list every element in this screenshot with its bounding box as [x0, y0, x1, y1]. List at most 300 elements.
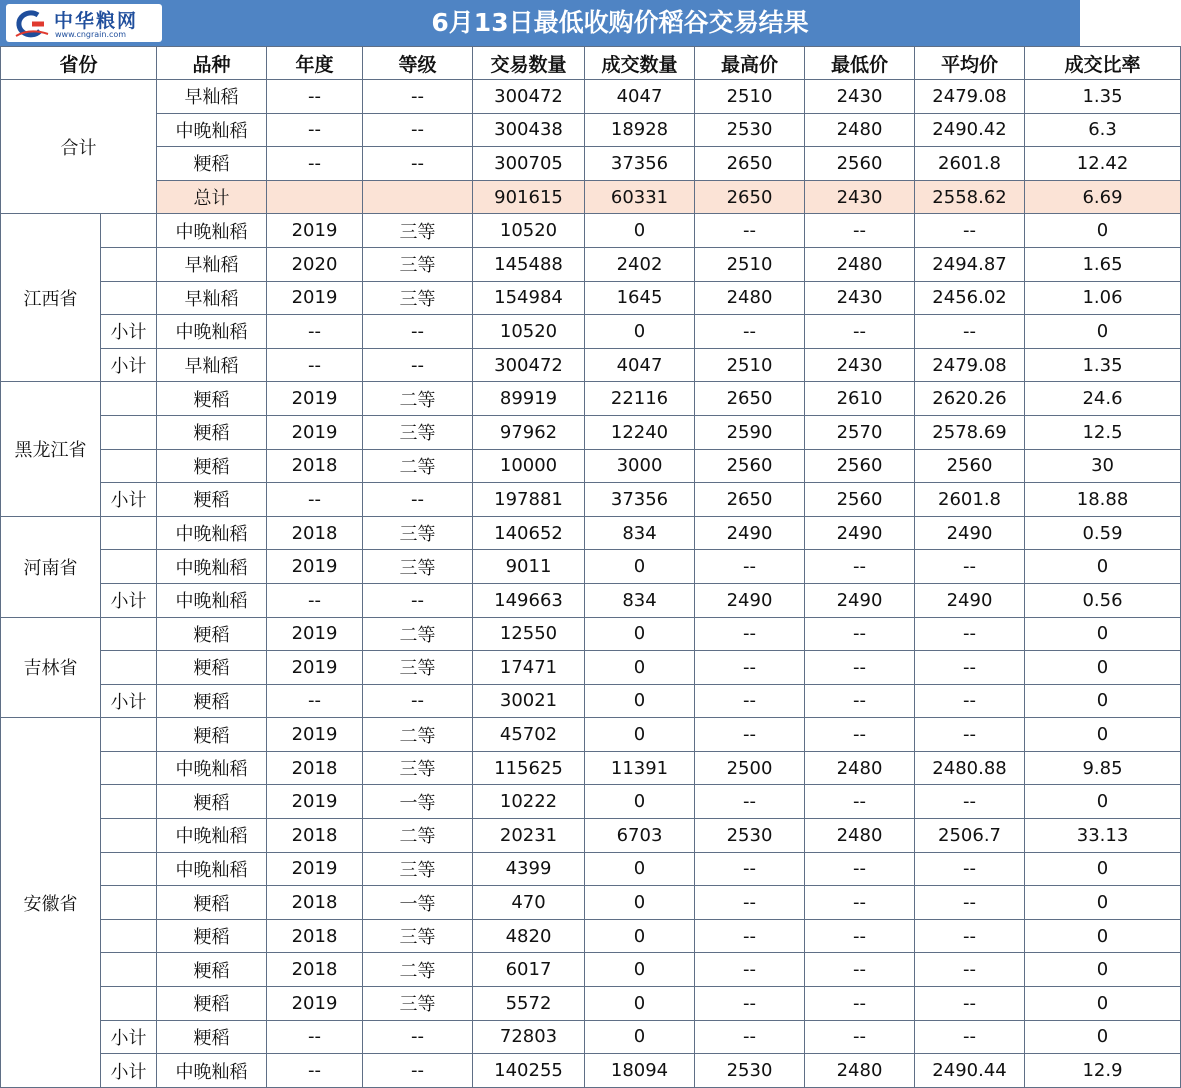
avg-price-cell: --	[915, 987, 1025, 1021]
year-cell	[267, 180, 363, 214]
subtotal-label-cell	[101, 449, 157, 483]
deal-qty-cell: 6703	[585, 819, 695, 853]
subtotal-label-cell	[101, 382, 157, 416]
min-price-cell: --	[805, 214, 915, 248]
trade-qty-cell: 300438	[473, 113, 585, 147]
table-row	[1, 718, 1181, 752]
max-price-cell: 2560	[695, 449, 805, 483]
ratio-cell: 30	[1025, 449, 1181, 483]
min-price-cell: 2570	[805, 415, 915, 449]
avg-price-cell: --	[915, 718, 1025, 752]
deal-qty-cell: 11391	[585, 751, 695, 785]
deal-qty-cell: 37356	[585, 483, 695, 517]
year-cell: 2019	[267, 718, 363, 752]
subtotal-label-cell	[101, 819, 157, 853]
deal-qty-cell: 0	[585, 550, 695, 584]
variety-cell: 中晚籼稻	[157, 516, 267, 550]
year-cell: 2018	[267, 953, 363, 987]
ratio-cell: 1.35	[1025, 348, 1181, 382]
results-table	[0, 46, 1181, 1088]
trade-qty-cell: 10520	[473, 214, 585, 248]
trade-qty-cell: 197881	[473, 483, 585, 517]
avg-price-cell: 2620.26	[915, 382, 1025, 416]
province-cell: 合计	[1, 80, 157, 214]
variety-cell: 中晚籼稻	[157, 113, 267, 147]
subtotal-label-cell	[101, 852, 157, 886]
variety-cell: 中晚籼稻	[157, 819, 267, 853]
avg-price-cell: 2601.8	[915, 483, 1025, 517]
variety-cell: 粳稻	[157, 651, 267, 685]
grade-cell: --	[363, 483, 473, 517]
min-price-cell: 2430	[805, 80, 915, 114]
subtotal-label-cell	[101, 785, 157, 819]
grade-cell: 三等	[363, 214, 473, 248]
trade-qty-cell: 4399	[473, 852, 585, 886]
ratio-cell: 6.3	[1025, 113, 1181, 147]
subtotal-label-cell: 小计	[101, 583, 157, 617]
grade-cell: 三等	[363, 247, 473, 281]
year-cell: 2019	[267, 214, 363, 248]
variety-cell: 中晚籼稻	[157, 315, 267, 349]
variety-cell: 早籼稻	[157, 348, 267, 382]
subtotal-label-cell: 小计	[101, 1020, 157, 1054]
min-price-cell: 2480	[805, 1054, 915, 1088]
avg-price-cell: --	[915, 953, 1025, 987]
avg-price-cell: 2490	[915, 516, 1025, 550]
page-title: 6月13日最低收购价稻谷交易结果	[431, 8, 809, 37]
deal-qty-cell: 0	[585, 315, 695, 349]
min-price-cell: 2560	[805, 147, 915, 181]
max-price-cell: --	[695, 315, 805, 349]
variety-cell: 早籼稻	[157, 247, 267, 281]
grade-cell: --	[363, 147, 473, 181]
year-cell: 2020	[267, 247, 363, 281]
trade-qty-cell: 470	[473, 886, 585, 920]
title-bar	[0, 0, 1080, 46]
table-row	[1, 953, 1181, 987]
max-price-cell: --	[695, 214, 805, 248]
province-cell: 黑龙江省	[1, 382, 101, 516]
avg-price-cell: --	[915, 919, 1025, 953]
year-cell: 2019	[267, 415, 363, 449]
max-price-cell: --	[695, 953, 805, 987]
trade-qty-cell: 901615	[473, 180, 585, 214]
variety-cell: 粳稻	[157, 886, 267, 920]
deal-qty-cell: 4047	[585, 348, 695, 382]
deal-qty-cell: 60331	[585, 180, 695, 214]
deal-qty-cell: 0	[585, 987, 695, 1021]
deal-qty-cell: 0	[585, 718, 695, 752]
table-row	[1, 617, 1181, 651]
trade-qty-cell: 140255	[473, 1054, 585, 1088]
max-price-cell: 2500	[695, 751, 805, 785]
trade-qty-cell: 45702	[473, 718, 585, 752]
ratio-cell: 0.59	[1025, 516, 1181, 550]
table-row	[1, 852, 1181, 886]
deal-qty-cell: 0	[585, 919, 695, 953]
subtotal-row	[1, 583, 1181, 617]
subtotal-label-cell	[101, 617, 157, 651]
grade-cell: 二等	[363, 718, 473, 752]
year-cell: 2018	[267, 886, 363, 920]
year-cell: 2019	[267, 617, 363, 651]
ratio-cell: 18.88	[1025, 483, 1181, 517]
max-price-cell: --	[695, 919, 805, 953]
min-price-cell: 2430	[805, 348, 915, 382]
grade-cell: --	[363, 113, 473, 147]
grade-cell: 二等	[363, 953, 473, 987]
subtotal-label-cell	[101, 751, 157, 785]
year-cell: --	[267, 1020, 363, 1054]
variety-cell: 中晚籼稻	[157, 583, 267, 617]
trade-qty-cell: 17471	[473, 651, 585, 685]
year-cell: 2019	[267, 852, 363, 886]
min-price-cell: --	[805, 1020, 915, 1054]
deal-qty-cell: 4047	[585, 80, 695, 114]
ratio-cell: 0	[1025, 651, 1181, 685]
subtotal-label-cell	[101, 214, 157, 248]
table-row	[1, 987, 1181, 1021]
year-cell: 2019	[267, 651, 363, 685]
trade-qty-cell: 300705	[473, 147, 585, 181]
subtotal-label-cell	[101, 516, 157, 550]
min-price-cell: 2490	[805, 583, 915, 617]
year-cell: 2019	[267, 987, 363, 1021]
variety-cell: 粳稻	[157, 483, 267, 517]
variety-cell: 粳稻	[157, 415, 267, 449]
header-deal-qty: 成交数量	[585, 47, 695, 80]
deal-qty-cell: 0	[585, 684, 695, 718]
deal-qty-cell: 0	[585, 785, 695, 819]
variety-cell: 粳稻	[157, 147, 267, 181]
deal-qty-cell: 18094	[585, 1054, 695, 1088]
grade-cell: 三等	[363, 987, 473, 1021]
max-price-cell: 2510	[695, 80, 805, 114]
grade-cell: --	[363, 583, 473, 617]
year-cell: --	[267, 80, 363, 114]
avg-price-cell: --	[915, 214, 1025, 248]
ratio-cell: 0	[1025, 852, 1181, 886]
header-province: 省份	[1, 47, 157, 80]
min-price-cell: --	[805, 315, 915, 349]
deal-qty-cell: 0	[585, 214, 695, 248]
min-price-cell: 2430	[805, 281, 915, 315]
province-cell: 河南省	[1, 516, 101, 617]
deal-qty-cell: 0	[585, 852, 695, 886]
deal-qty-cell: 0	[585, 953, 695, 987]
min-price-cell: 2480	[805, 751, 915, 785]
table-row	[1, 281, 1181, 315]
trade-qty-cell: 10520	[473, 315, 585, 349]
max-price-cell: --	[695, 785, 805, 819]
avg-price-cell: --	[915, 852, 1025, 886]
max-price-cell: --	[695, 684, 805, 718]
avg-price-cell: --	[915, 651, 1025, 685]
min-price-cell: --	[805, 953, 915, 987]
year-cell: 2019	[267, 785, 363, 819]
trade-qty-cell: 9011	[473, 550, 585, 584]
ratio-cell: 12.42	[1025, 147, 1181, 181]
trade-qty-cell: 12550	[473, 617, 585, 651]
avg-price-cell: --	[915, 617, 1025, 651]
deal-qty-cell: 834	[585, 583, 695, 617]
header-year: 年度	[267, 47, 363, 80]
min-price-cell: 2480	[805, 819, 915, 853]
grade-cell: --	[363, 80, 473, 114]
min-price-cell: 2480	[805, 247, 915, 281]
year-cell: --	[267, 583, 363, 617]
ratio-cell: 9.85	[1025, 751, 1181, 785]
avg-price-cell: 2490	[915, 583, 1025, 617]
year-cell: 2018	[267, 751, 363, 785]
trade-qty-cell: 97962	[473, 415, 585, 449]
subtotal-label-cell	[101, 919, 157, 953]
grade-cell: 三等	[363, 919, 473, 953]
avg-price-cell: --	[915, 785, 1025, 819]
avg-price-cell: 2479.08	[915, 80, 1025, 114]
grade-cell: 一等	[363, 886, 473, 920]
deal-qty-cell: 2402	[585, 247, 695, 281]
subtotal-label-cell	[101, 987, 157, 1021]
grade-cell: 三等	[363, 415, 473, 449]
min-price-cell: --	[805, 987, 915, 1021]
grade-cell: --	[363, 315, 473, 349]
deal-qty-cell: 37356	[585, 147, 695, 181]
year-cell: 2018	[267, 449, 363, 483]
deal-qty-cell: 0	[585, 651, 695, 685]
deal-qty-cell: 1645	[585, 281, 695, 315]
min-price-cell: 2610	[805, 382, 915, 416]
grade-cell: 一等	[363, 785, 473, 819]
max-price-cell: --	[695, 550, 805, 584]
variety-cell: 中晚籼稻	[157, 550, 267, 584]
grade-cell: 三等	[363, 281, 473, 315]
grade-cell: 三等	[363, 852, 473, 886]
avg-price-cell: --	[915, 315, 1025, 349]
trade-qty-cell: 10222	[473, 785, 585, 819]
table-row	[1, 382, 1181, 416]
avg-price-cell: 2456.02	[915, 281, 1025, 315]
header-avg-price: 平均价	[915, 47, 1025, 80]
subtotal-label-cell	[101, 718, 157, 752]
subtotal-label-cell	[101, 281, 157, 315]
trade-qty-cell: 89919	[473, 382, 585, 416]
variety-cell: 早籼稻	[157, 281, 267, 315]
subtotal-label-cell	[101, 953, 157, 987]
header-min-price: 最低价	[805, 47, 915, 80]
avg-price-cell: 2490.42	[915, 113, 1025, 147]
table-row	[1, 651, 1181, 685]
grade-cell: 三等	[363, 550, 473, 584]
variety-cell: 粳稻	[157, 382, 267, 416]
subtotal-label-cell	[101, 247, 157, 281]
avg-price-cell: --	[915, 886, 1025, 920]
subtotal-label-cell: 小计	[101, 315, 157, 349]
logo	[6, 4, 162, 42]
trade-qty-cell: 72803	[473, 1020, 585, 1054]
deal-qty-cell: 0	[585, 617, 695, 651]
variety-cell: 中晚籼稻	[157, 852, 267, 886]
ratio-cell: 0	[1025, 987, 1181, 1021]
table-row	[1, 919, 1181, 953]
variety-cell: 中晚籼稻	[157, 751, 267, 785]
table-row	[1, 449, 1181, 483]
max-price-cell: 2530	[695, 819, 805, 853]
ratio-cell: 0	[1025, 718, 1181, 752]
max-price-cell: 2650	[695, 382, 805, 416]
min-price-cell: 2480	[805, 113, 915, 147]
grade-cell: 二等	[363, 382, 473, 416]
deal-qty-cell: 18928	[585, 113, 695, 147]
max-price-cell: 2650	[695, 483, 805, 517]
logo-mark-icon	[10, 10, 50, 38]
year-cell: --	[267, 315, 363, 349]
trade-qty-cell: 10000	[473, 449, 585, 483]
min-price-cell: --	[805, 684, 915, 718]
subtotal-row	[1, 1054, 1181, 1088]
subtotal-label-cell: 小计	[101, 1054, 157, 1088]
year-cell: 2019	[267, 281, 363, 315]
logo-url: www.cngrain.com	[55, 30, 127, 39]
avg-price-cell: 2601.8	[915, 147, 1025, 181]
subtotal-row	[1, 684, 1181, 718]
ratio-cell: 0	[1025, 953, 1181, 987]
subtotal-row	[1, 1020, 1181, 1054]
min-price-cell: 2490	[805, 516, 915, 550]
variety-cell: 粳稻	[157, 785, 267, 819]
table-body	[1, 80, 1181, 1088]
max-price-cell: --	[695, 718, 805, 752]
ratio-cell: 1.65	[1025, 247, 1181, 281]
ratio-cell: 24.6	[1025, 382, 1181, 416]
subtotal-label-cell	[101, 415, 157, 449]
min-price-cell: --	[805, 919, 915, 953]
max-price-cell: --	[695, 987, 805, 1021]
min-price-cell: --	[805, 718, 915, 752]
ratio-cell: 6.69	[1025, 180, 1181, 214]
trade-qty-cell: 30021	[473, 684, 585, 718]
variety-cell: 粳稻	[157, 617, 267, 651]
year-cell: --	[267, 1054, 363, 1088]
deal-qty-cell: 3000	[585, 449, 695, 483]
variety-cell: 中晚籼稻	[157, 214, 267, 248]
variety-cell: 总计	[157, 180, 267, 214]
avg-price-cell: 2479.08	[915, 348, 1025, 382]
ratio-cell: 0	[1025, 919, 1181, 953]
trade-qty-cell: 5572	[473, 987, 585, 1021]
variety-cell: 粳稻	[157, 449, 267, 483]
subtotal-label-cell	[101, 886, 157, 920]
avg-price-cell: 2506.7	[915, 819, 1025, 853]
logo-name: 中华粮网	[54, 10, 139, 32]
year-cell: --	[267, 147, 363, 181]
ratio-cell: 12.5	[1025, 415, 1181, 449]
header-grade: 等级	[363, 47, 473, 80]
province-cell: 吉林省	[1, 617, 101, 718]
deal-qty-cell: 0	[585, 1020, 695, 1054]
variety-cell: 粳稻	[157, 1020, 267, 1054]
trade-qty-cell: 154984	[473, 281, 585, 315]
ratio-cell: 0	[1025, 684, 1181, 718]
trade-qty-cell: 300472	[473, 80, 585, 114]
deal-qty-cell: 12240	[585, 415, 695, 449]
table-row	[1, 147, 1181, 181]
variety-cell: 粳稻	[157, 718, 267, 752]
header-max-price: 最高价	[695, 47, 805, 80]
header-variety: 品种	[157, 47, 267, 80]
ratio-cell: 1.35	[1025, 80, 1181, 114]
max-price-cell: 2490	[695, 516, 805, 550]
trade-qty-cell: 140652	[473, 516, 585, 550]
max-price-cell: 2480	[695, 281, 805, 315]
table-row	[1, 785, 1181, 819]
trade-qty-cell: 115625	[473, 751, 585, 785]
max-price-cell: 2650	[695, 180, 805, 214]
grade-cell: --	[363, 348, 473, 382]
avg-price-cell: 2480.88	[915, 751, 1025, 785]
year-cell: 2018	[267, 819, 363, 853]
min-price-cell: 2430	[805, 180, 915, 214]
subtotal-label-cell: 小计	[101, 348, 157, 382]
grade-cell: --	[363, 1054, 473, 1088]
deal-qty-cell: 22116	[585, 382, 695, 416]
table-row	[1, 80, 1181, 114]
max-price-cell: 2650	[695, 147, 805, 181]
ratio-cell: 12.9	[1025, 1054, 1181, 1088]
table-row	[1, 415, 1181, 449]
table-row	[1, 886, 1181, 920]
ratio-cell: 0	[1025, 886, 1181, 920]
table-row	[1, 247, 1181, 281]
ratio-cell: 0	[1025, 1020, 1181, 1054]
max-price-cell: --	[695, 651, 805, 685]
table-row	[1, 751, 1181, 785]
subtotal-label-cell: 小计	[101, 483, 157, 517]
ratio-cell: 0	[1025, 617, 1181, 651]
variety-cell: 早籼稻	[157, 80, 267, 114]
max-price-cell: 2510	[695, 247, 805, 281]
min-price-cell: 2560	[805, 483, 915, 517]
subtotal-row	[1, 483, 1181, 517]
grade-cell: --	[363, 1020, 473, 1054]
year-cell: 2019	[267, 382, 363, 416]
year-cell: --	[267, 483, 363, 517]
grade-cell: 二等	[363, 449, 473, 483]
max-price-cell: 2530	[695, 113, 805, 147]
trade-qty-cell: 300472	[473, 348, 585, 382]
header-row	[1, 47, 1181, 80]
ratio-cell: 0	[1025, 214, 1181, 248]
grade-cell: 三等	[363, 516, 473, 550]
avg-price-cell: 2490.44	[915, 1054, 1025, 1088]
year-cell: 2018	[267, 919, 363, 953]
ratio-cell: 0	[1025, 550, 1181, 584]
header-trade-qty: 交易数量	[473, 47, 585, 80]
avg-price-cell: --	[915, 550, 1025, 584]
grade-cell: 二等	[363, 819, 473, 853]
subtotal-row	[1, 315, 1181, 349]
ratio-cell: 0.56	[1025, 583, 1181, 617]
subtotal-row	[1, 348, 1181, 382]
ratio-cell: 1.06	[1025, 281, 1181, 315]
min-price-cell: --	[805, 651, 915, 685]
grade-cell: --	[363, 684, 473, 718]
trade-qty-cell: 6017	[473, 953, 585, 987]
variety-cell: 粳稻	[157, 919, 267, 953]
subtotal-label-cell: 小计	[101, 684, 157, 718]
year-cell: 2019	[267, 550, 363, 584]
header-ratio: 成交比率	[1025, 47, 1181, 80]
